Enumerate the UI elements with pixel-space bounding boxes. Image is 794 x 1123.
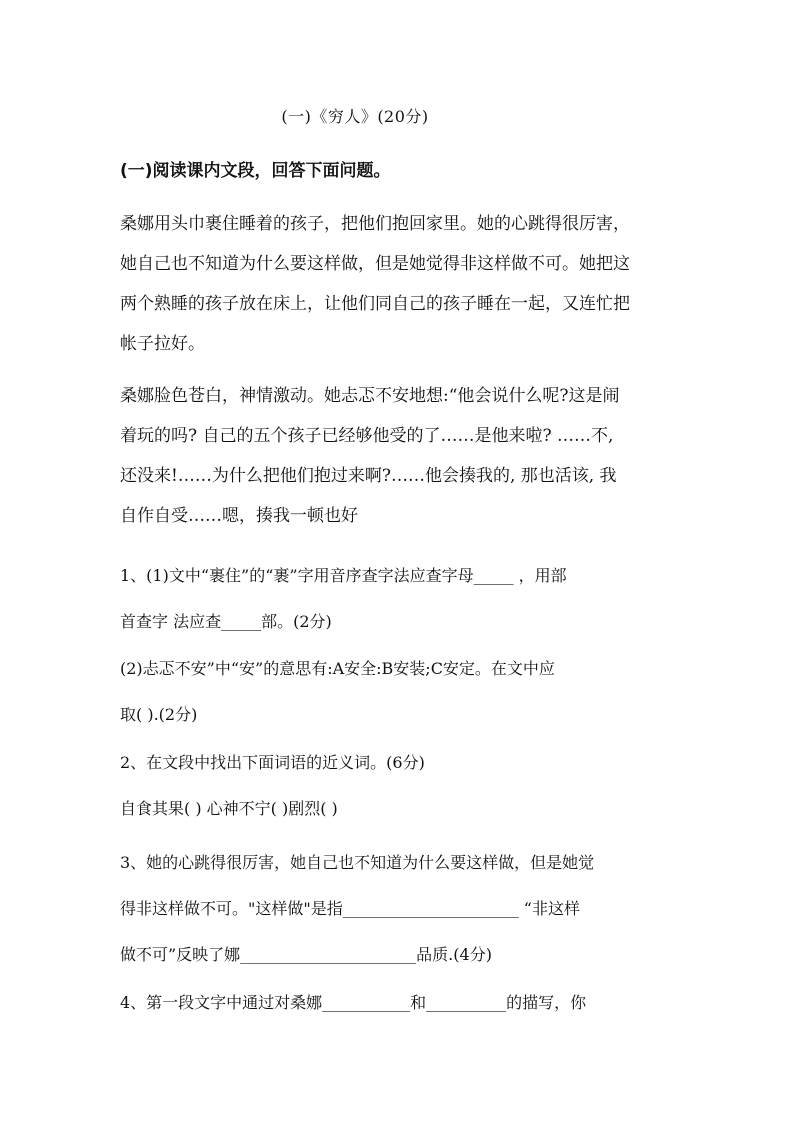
question-line: 3、她的心跳得很厉害，她自己也不知道为什么要这样做，但是她觉 — [120, 853, 595, 872]
question-4 — [120, 980, 680, 1026]
question-line: 1、(1)文中“裹住”的“裹”字用音序查字法应查字母_____ ，用部 — [120, 566, 567, 585]
question-line: 做不可”反映了娜______________________品质.(4分) — [120, 945, 492, 964]
passage-line: 桑娜用头巾裹住睡着的孩子，把他们抱回家里。她的心跳得很厉害， — [120, 214, 630, 234]
question-1 — [120, 553, 680, 645]
question-line: 取( ).(2分) — [120, 705, 198, 724]
document-title: (一)《穷人》(20分) — [281, 107, 429, 126]
passage-paragraph-2 — [120, 376, 680, 536]
passage-line: 自作自受……嗯，揍我一顿也好 — [120, 506, 358, 526]
passage-paragraph-1 — [120, 204, 680, 364]
passage-line: 着玩的吗? 自己的五个孩子已经够他受的了……是他来啦? ……不, — [120, 426, 614, 446]
passage-line: 她自己也不知道为什么要这样做，但是她觉得非这样做不可。她把这 — [120, 254, 630, 274]
question-line: 首查字 法应查_____部。(2分) — [120, 612, 332, 631]
section-heading: (一)阅读课内文段，回答下面问题。 — [120, 161, 391, 181]
passage-line: 还没来!……为什么把他们抱过来啊?……他会揍我的, 那也活该, 我 — [120, 466, 617, 486]
question-line: 2、在文段中找出下面词语的近义词。(6分) — [120, 753, 425, 772]
passage-line: 帐子拉好。 — [120, 334, 205, 354]
question-line: 得非这样做不可。"这样做"是指______________________ “非这样 — [120, 899, 580, 918]
question-line: (2)忐忑不安”中“安”的意思有:A安全:B安装;C安定。在文中应 — [120, 659, 555, 678]
question-2 — [120, 740, 680, 832]
passage-line: 两个熟睡的孩子放在床上，让他们同自己的孩子睡在一起，又连忙把 — [120, 294, 630, 314]
question-3 — [120, 840, 680, 978]
passage-line: 桑娜脸色苍白，神情激动。她忐忑不安地想:“他会说什么呢?这是闹 — [120, 386, 620, 406]
question-line: 4、第一段文字中通过对桑娜___________和__________的描写，你 — [120, 993, 587, 1012]
question-line: 自食其果( ) 心神不宁( )剧烈( ) — [120, 799, 338, 818]
question-1-part-2 — [120, 646, 680, 738]
